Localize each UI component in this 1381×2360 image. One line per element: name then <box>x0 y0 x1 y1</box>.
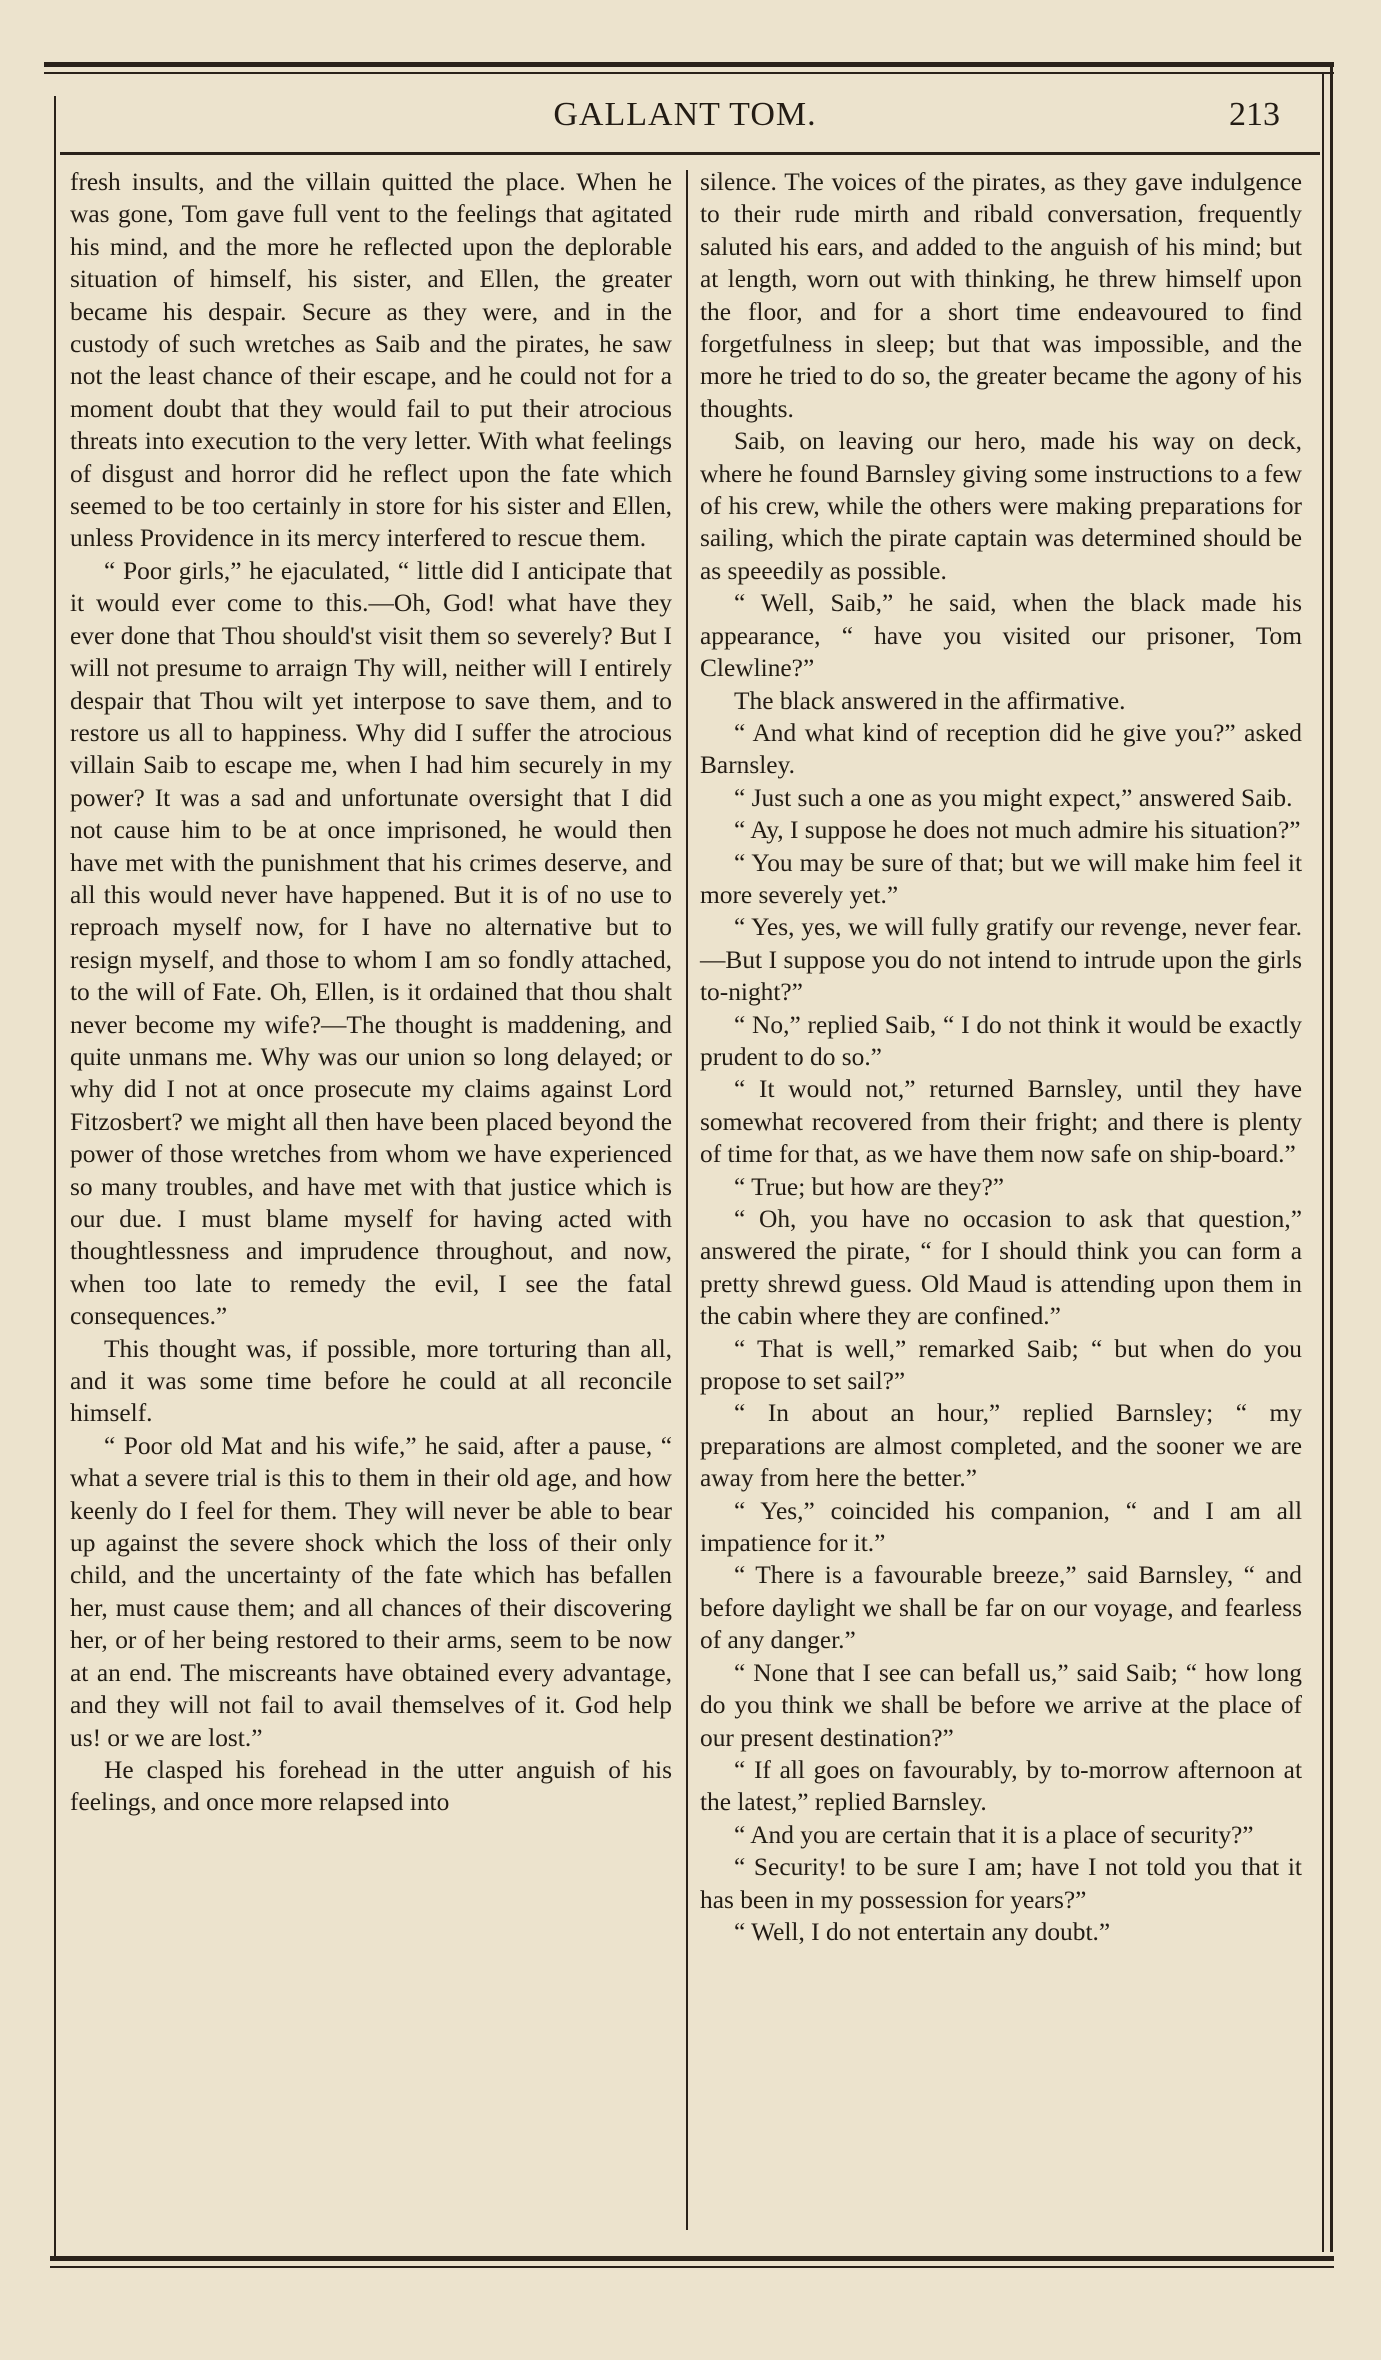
header-rule <box>60 152 1320 155</box>
right-paragraph-20: “ And you are certain that it is a place of security?” <box>734 1820 1254 1849</box>
right-paragraph-9: “ Yes, yes, we will fully gratify our revenge, never fear.—But I suppose you do not intend to intrude upon the girls to-night?” <box>700 913 1302 1007</box>
column-divider <box>686 170 688 2230</box>
left-paragraph-3: This thought was, if possible, more torturing than all, and it was some time before he could at all reconcile himself. <box>70 1334 672 1428</box>
left-paragraph-1: fresh insults, and the villain quitted the place. When he was gone, Tom gave full vent to the feelings that agitated his mind, and the more he reflected upon the deplorable situation of himself, his sister, and Ellen, the greater became his despair. Secure as they were, and in the custody of such wretches as Saib and the pirates, he saw not the least chance of their escape, and he could not for a moment doubt that they would fail to put their atrocious threats into execution to the very letter. With what feelings of disgust and horror did he reflect upon the fate which seemed to be too certainly in store for his sister and Ellen, unless Providence in its mercy interfered to rescue them. <box>70 168 672 553</box>
right-paragraph-12: “ True; but how are they?” <box>734 1172 1005 1201</box>
right-paragraph-17: “ There is a favourable breeze,” said Barnsley, “ and before daylight we shall be far on our voyage, and fearless of any danger.” <box>700 1561 1302 1655</box>
right-paragraph-14: “ That is well,” remarked Saib; “ but when do you propose to set sail?” <box>700 1334 1302 1396</box>
bottom-border-rule-thin <box>50 2266 1334 2268</box>
right-paragraph-5: “ And what kind of reception did he give you?” asked Barnsley. <box>700 718 1302 780</box>
left-column <box>70 166 672 2226</box>
right-paragraph-18: “ None that I see can befall us,” said Saib; “ how long do you think we shall be before we arrive at the place of our present destination?” <box>700 1658 1302 1752</box>
right-paragraph-1: silence. The voices of the pirates, as they gave indulgence to their rude mirth and ribald conversation, frequently saluted his ears, and added to the anguish of his mind; but at length, worn out with thinking, he threw himself upon the floor, and for a short time endeavoured to find forgetfulness in sleep; but that was impossible, and the more he tried to do so, the greater became the agony of his thoughts. <box>700 168 1302 423</box>
right-paragraph-8: “ You may be sure of that; but we will make him feel it more severely yet.” <box>700 848 1302 909</box>
running-header <box>60 96 1310 146</box>
top-border-rule <box>44 62 1334 67</box>
right-border-rule <box>1330 62 1333 2252</box>
right-paragraph-22: “ Well, I do not entertain any doubt.” <box>734 1917 1111 1946</box>
right-border-rule-thin <box>1322 74 1324 2252</box>
right-paragraph-11: “ It would not,” returned Barnsley, until they have somewhat recovered from their fright; and there is plenty of time for that, as we have them now safe on ship-board.” <box>700 1075 1302 1169</box>
left-paragraph-2: “ Poor girls,” he ejaculated, “ little did I anticipate that it would ever come to this.—Oh, God! what have they ever done that Thou should'st visit them so severely? But I will not presume to arraign Thy will, neither will I entirely despair that Thou wilt yet interpose to save them, and to restore us all to happiness. Why did I suffer the atrocious villain Saib to escape me, when I had him securely in my power? It was a sad and unfortunate oversight that I did not cause him to be at once imprisoned, he would then have met with the punishment that his crimes deserve, and all this would never have happened. But it is of no use to reproach myself now, for I have no alternative but to resign myself, and those to whom I am so fondly attached, to the will of Fate. Oh, Ellen, is it ordained that thou shalt never become my wife?—The thought is maddening, and quite unmans me. Why was our union so long delayed; or why did I not at once prosecute my claims against Lord Fitzosbert? we might all then have been placed beyond the power of those wretches from whom we have experienced so many troubles, and have met with that justice which is our due. I must blame myself for having acted with thoughtlessness and imprudence throughout, and now, when too late to remedy the evil, I see the fatal consequences.” <box>70 556 672 1331</box>
right-paragraph-21: “ Security! to be sure I am; have I not told you that it has been in my possession for years?” <box>700 1853 1302 1914</box>
right-paragraph-13: “ Oh, you have no occasion to ask that question,” answered the pirate, “ for I should think you can form a pretty shrewd guess. Old Maud is attending upon them in the cabin where they are confined.” <box>700 1205 1302 1331</box>
left-paragraph-5: He clasped his forehead in the utter anguish of his feelings, and once more relapsed into <box>70 1755 672 1817</box>
right-column <box>700 166 1302 2226</box>
right-paragraph-19: “ If all goes on favourably, by to-morrow afternoon at the latest,” replied Barnsley. <box>700 1755 1302 1817</box>
bottom-border-rule <box>50 2256 1334 2261</box>
right-paragraph-16: “ Yes,” coincided his companion, “ and I am all impatience for it.” <box>700 1496 1302 1558</box>
right-paragraph-15: “ In about an hour,” replied Barnsley; “ my preparations are almost completed, and the sooner we are away from here the better.” <box>700 1399 1302 1493</box>
left-border-rule <box>54 96 56 2256</box>
page-number: 213 <box>1229 96 1280 133</box>
left-paragraph-4: “ Poor old Mat and his wife,” he said, after a pause, “ what a severe trial is this to them in their old age, and how keenly do I feel for them. They will never be able to bear up against the severe shock which the loss of their only child, and the uncertainty of the fate which has befallen her, must cause them; and all chances of their discovering her, or of her being restored to their arms, seem to be now at an end. The miscreants have obtained every advantage, and they will not fail to avail themselves of it. God help us! or we are lost.” <box>70 1431 672 1752</box>
right-paragraph-4: The black answered in the affirmative. <box>734 686 1126 715</box>
right-paragraph-10: “ No,” replied Saib, “ I do not think it would be exactly prudent to do so.” <box>700 1010 1302 1071</box>
running-title: GALLANT TOM. <box>553 96 817 133</box>
top-border-rule-thin <box>44 72 1334 74</box>
right-paragraph-2: Saib, on leaving our hero, made his way on deck, where he found Barnsley giving some instructions to a few of his crew, while the others were making preparations for sailing, which the pirate captain was determined should be as speeedily as possible. <box>700 427 1302 585</box>
right-paragraph-3: “ Well, Saib,” he said, when the black made his appearance, “ have you visited our prisoner, Tom Clewline?” <box>700 589 1302 683</box>
right-paragraph-7: “ Ay, I suppose he does not much admire his situation?” <box>734 816 1301 845</box>
right-paragraph-6: “ Just such a one as you might expect,” answered Saib. <box>734 783 1293 812</box>
